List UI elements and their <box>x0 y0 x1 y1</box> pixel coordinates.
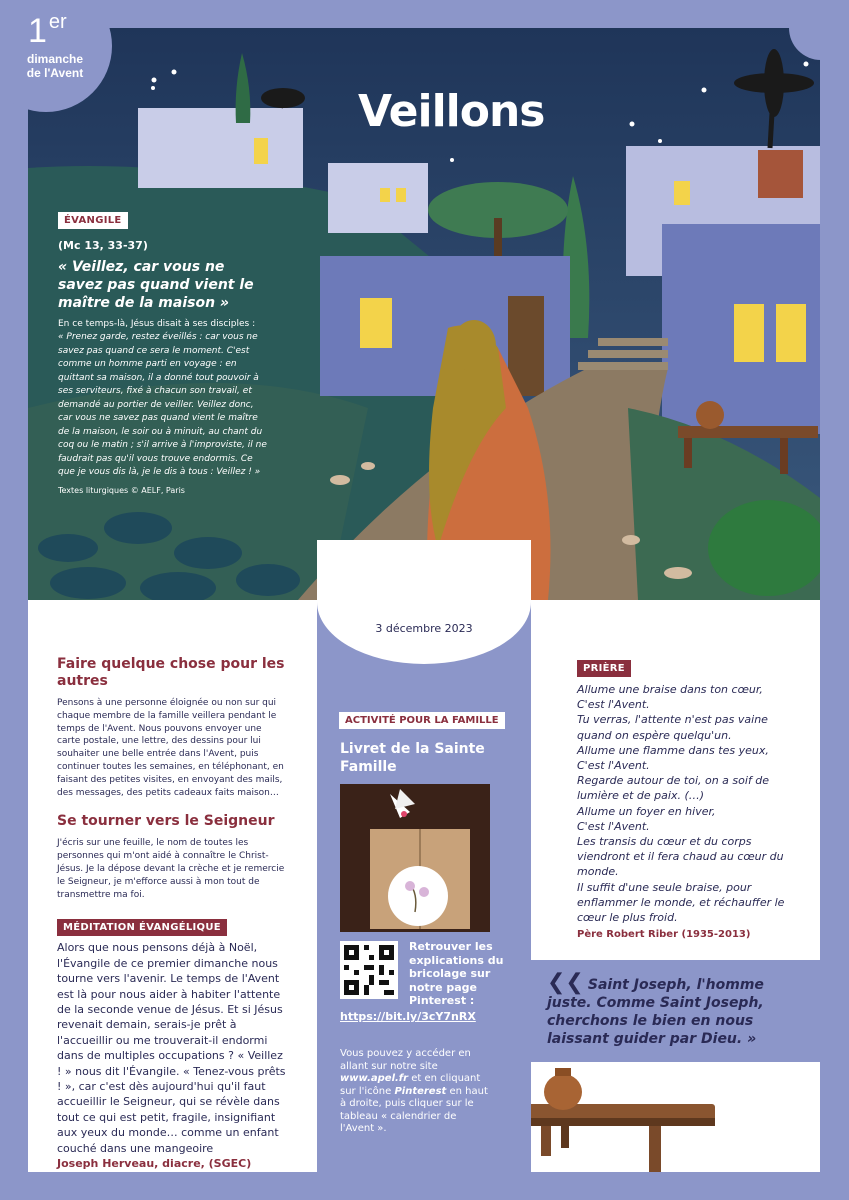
sunday-number: 1 $^{er}$ <box>28 11 67 50</box>
site-link[interactable]: www.apel.fr <box>340 1073 409 1084</box>
corner-decoration <box>789 0 849 60</box>
gospel-title: « Veillez, car vous ne savez pas quand vient le maître de la maison » <box>58 259 254 311</box>
prayer-text: Allume une braise dans ton cœur, C'est l'Avent. Tu verras, l'attente n'est pas vaine quand on espère quelqu'un. Allume une flamme dans tes yeux, C'est l'Avent. Regarde autour de toi, on a soif de lumière et de paix. (…) Allume un foyer en hiver, C'est l'Avent. Les transis du cœur et du corps viendront et il fera chaud au cœur du monde. Il suffit d'une seule braise, pour enflammer le monde, et réchauffer le cœur le plus froid. <box>577 683 785 925</box>
gospel-block <box>58 208 270 495</box>
page-title: Veillons <box>358 86 545 137</box>
date-label: 3 décembre 2023 <box>375 622 473 635</box>
prayer-tag: PRIÈRE <box>577 660 631 677</box>
gospel-intro: En ce temps-là, Jésus disait à ses disciples : <box>58 319 256 329</box>
left-column <box>28 600 317 1172</box>
section-title-others: Faire quelque chose pour les autres <box>57 656 285 689</box>
gospel-credit: Textes liturgiques © AELF, Paris <box>58 485 185 495</box>
gospel-tag: ÉVANGILE <box>58 212 128 229</box>
activity-title: Livret de la Sainte Famille <box>340 741 485 775</box>
meditation-tag: MÉDITATION ÉVANGÉLIQUE <box>57 919 227 936</box>
qr-caption: Retrouver les explications du bricolage sur notre page Pinterest : <box>409 940 504 1007</box>
middle-column <box>317 600 531 1172</box>
prayer-block <box>531 600 820 960</box>
quote-text: ❮❮ Saint Joseph, l'homme juste. Comme Saint Joseph, cherchons le bien en nous laissant guider par Dieu. » <box>547 970 764 1047</box>
activity-tag: ACTIVITÉ POUR LA FAMILLE <box>339 712 505 729</box>
hero-illustration <box>28 28 820 600</box>
section-body-lord: J'écris sur une feuille, le nom de toutes les personnes qui m'ont aidé à connaître le Christ-Jésus. Je la dépose devant la crèche et je remercie le Seigneur, je m'efforce aussi à mon tout de transmettre ma foi. <box>57 838 285 900</box>
bench-illustration <box>531 1062 820 1172</box>
activity-footnote: Vous pouvez y accéder en allant sur notre site www.apel.fr et en cliquant sur l'icône Pinterest en haut à droite, puis cliquer sur le tableau « calendrier de l'Avent ». <box>340 1048 488 1134</box>
section-body-others: Pensons à une personne éloignée ou non sur qui chaque membre de la famille veillera pendant le temps de l'Avent. Nous pouvons envoyer une carte postale, une lettre, des dessins pour lui souhaiter une belle entrée dans l'Avent, puis continuer toutes les semaines, en téléphonant, en faisant des petites visites, en envoyant des mails, des messages, des petits cadeaux faits maison… <box>57 698 284 798</box>
pinterest-link[interactable]: https://bit.ly/3cY7nRX <box>340 1010 476 1023</box>
activity-photo <box>340 784 490 932</box>
prayer-author: Père Robert Riber (1935-2013) <box>577 929 751 941</box>
sunday-label: dimanche de l'Avent <box>26 52 84 80</box>
qr-code[interactable] <box>340 941 398 999</box>
meditation-author: Joseph Herveau, diacre, (SGEC) <box>57 1157 252 1171</box>
gospel-body: « Prenez garde, restez éveillés : car vous ne savez pas quand ce sera le moment. C'est comme un homme parti en voyage : en quittant sa maison, il a donné tout pouvoir à ses serviteurs, fixé à chacun son travail, et demandé au portier de veiller. Veillez donc, car vous ne savez pas quand vient le maître de la maison, le soir ou à minuit, au chant du coq ou le matin ; s'il arrive à l'improviste, il ne faudrait pas qu'il vous trouve endormis. Ce que je vous dis là, je le dis à tous : Veillez ! » <box>58 332 267 477</box>
gospel-reference: (Mc 13, 33-37) <box>58 239 148 252</box>
quote-mark-icon: ❮❮ <box>547 970 584 995</box>
meditation-body: Alors que nous pensons déjà à Noël, l'Évangile de ce premier dimanche nous tourne vers l'avenir. Le temps de l'Avent est là pour nous aider à habiter l'attente de la seconde venue de Jésus. Et si Jésus revenait demain, serais-je prêt à l'accueillir ou me trouverait-il endormi dans de multiples occupations ? « Veillez ! » nous dit l'Évangile. « Tenez-vous prêts ! », car c'est dès aujourd'hui qu'il faut accueillir le Seigneur, qui se révèle dans tout ce qui est petit, fragile, insignifiant aux yeux du monde… comme un enfant couché dans une mangeoire Joseph Herveau, diacre, (SGEC) <box>57 941 286 1171</box>
date-circle <box>317 540 531 664</box>
section-title-lord: Se tourner vers le Seigneur <box>57 813 275 830</box>
